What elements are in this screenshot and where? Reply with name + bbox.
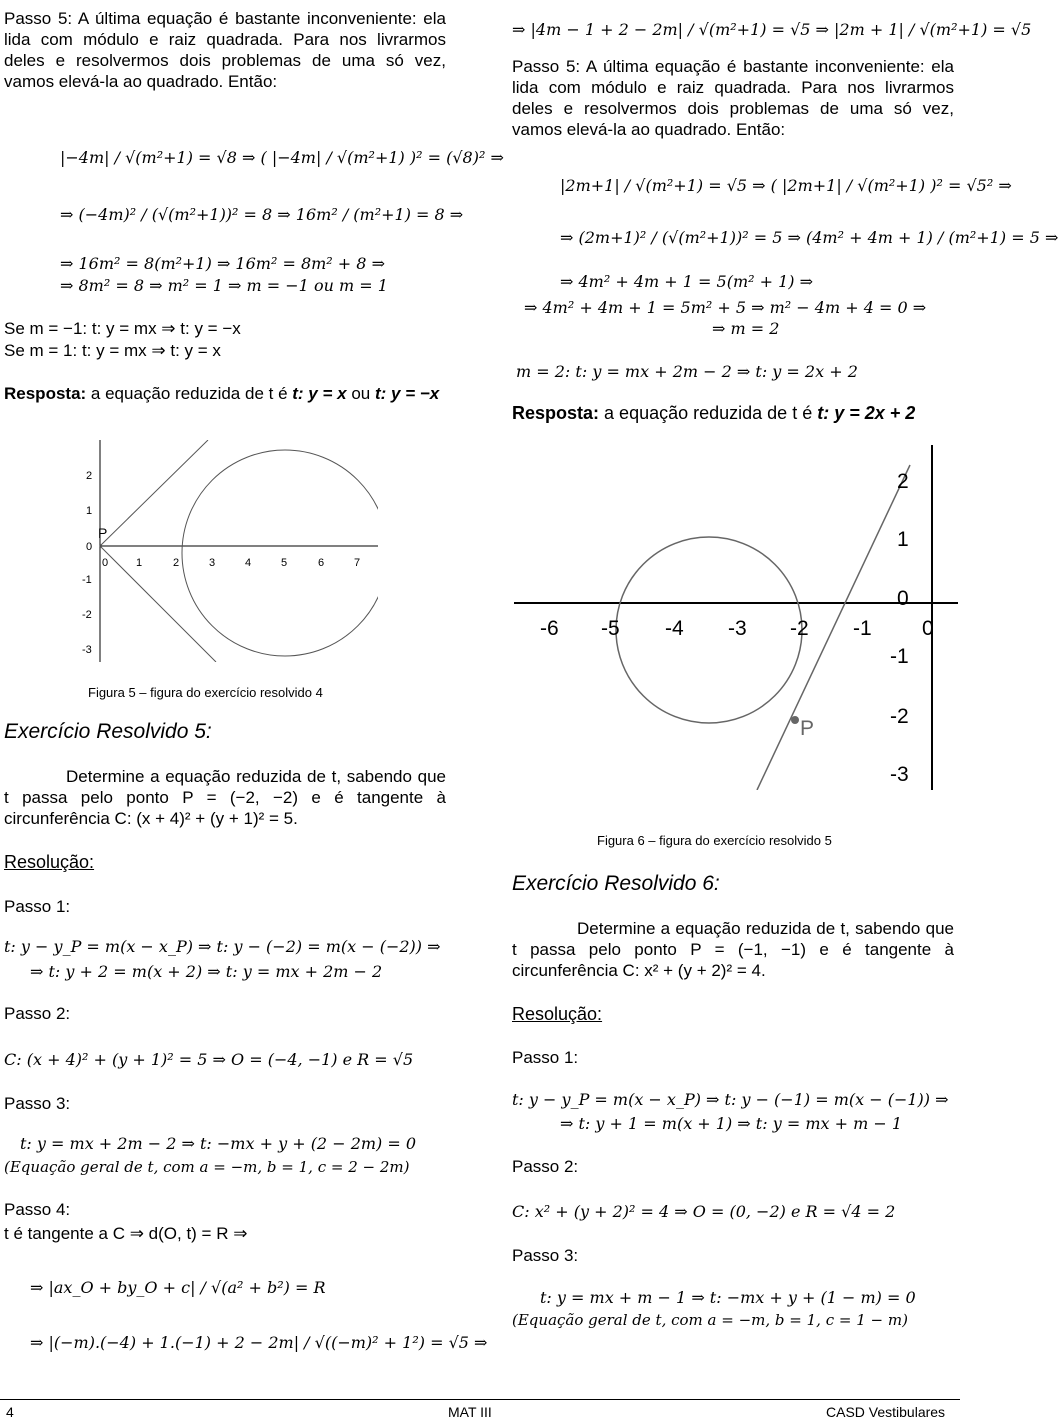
- answer-text: a equação reduzida de t é: [90, 384, 288, 403]
- equation-line: ⇒ |(−m).(−4) + 1.(−1) + 2 − 2m| / √((−m)² + 1²) = √5 ⇒: [30, 1333, 488, 1352]
- equation-line: |−4m| / √(m²+1) = √8 ⇒ ( |−4m| / √(m²+1) )² = (√8)² ⇒: [60, 148, 504, 167]
- equation-line: t: y − y_P = m(x − x_P) ⇒ t: y − (−1) = m(x − (−1)) ⇒: [512, 1090, 949, 1109]
- step5-intro: Passo 5: A última equação é bastante inconveniente: ela lida com módulo e raiz quadrada. Para nos livrarmos deles e resolvermos dois problemas de uma só vez, vamos elevá-la ao quadrado. Então:: [512, 57, 954, 139]
- case-m-minus1: Se m = −1: t: y = mx ⇒ t: y = −x: [4, 319, 241, 338]
- equation-line: ⇒ t: y + 1 = m(x + 1) ⇒ t: y = mx + m − 1: [560, 1114, 903, 1133]
- footer-rule: [0, 1399, 960, 1400]
- answer-label: Resposta:: [4, 384, 87, 403]
- equation-line: ⇒ |ax_O + by_O + c| / √(a² + b²) = R: [30, 1278, 326, 1297]
- exercise-6-title: Exercício Resolvido 6:: [512, 872, 720, 895]
- answer-4: [4, 383, 446, 404]
- tangent-line: [757, 465, 910, 790]
- exercise-5-title: Exercício Resolvido 5:: [4, 720, 212, 743]
- x-tick: -5: [601, 617, 620, 640]
- equation-line: t: y = mx + m − 1 ⇒ t: −mx + y + (1 − m) = 0: [540, 1288, 916, 1307]
- x-tick: 5: [281, 557, 288, 569]
- figure-6-caption: Figura 6 – figura do exercício resolvido 5: [597, 833, 832, 848]
- x-tick: -6: [540, 617, 559, 640]
- subject-label: MAT III: [448, 1404, 492, 1420]
- tangent-line: [100, 546, 216, 662]
- resolution-heading: Resolução:: [512, 1004, 603, 1024]
- tangent-point: [791, 716, 799, 724]
- figure-6: [510, 445, 958, 790]
- circle: [616, 537, 802, 723]
- y-tick: -3: [82, 644, 92, 656]
- point-label: P: [800, 717, 815, 740]
- y-tick: 0: [897, 587, 909, 610]
- y-tick: -3: [890, 763, 909, 786]
- y-tick: 2: [897, 470, 909, 493]
- y-tick: 0: [86, 541, 93, 553]
- y-tick: -2: [890, 705, 909, 728]
- x-tick: -4: [665, 617, 684, 640]
- y-tick: 1: [897, 528, 909, 551]
- y-tick: -1: [890, 645, 909, 668]
- case-m-1: Se m = 1: t: y = mx ⇒ t: y = x: [4, 341, 221, 360]
- equation-line: |2m+1| / √(m²+1) = √5 ⇒ ( |2m+1| / √(m²+1) )² = √5² ⇒: [560, 176, 1012, 195]
- equation-note: (Equação geral de t, com a = −m, b = 1, c = 2 − 2m): [4, 1158, 410, 1176]
- equation-line: ⇒ 8m² = 8 ⇒ m² = 1 ⇒ m = −1 ou m = 1: [60, 276, 388, 295]
- step-label: Passo 2:: [4, 1004, 71, 1023]
- equation-line: ⇒ 4m² + 4m + 1 = 5m² + 5 ⇒ m² − 4m + 4 = 0 ⇒: [524, 298, 927, 317]
- exercise-6-text: Determine a equação reduzida de t, sabendo que t passa pelo ponto P = (−1, −1) e é tangente à circunferência C: x² + (y + 2)² = 4.: [512, 919, 954, 980]
- equation-line: ⇒ (2m+1)² / (√(m²+1))² = 5 ⇒ (4m² + 4m + 1) / (m²+1) = 5 ⇒: [560, 228, 1058, 247]
- tangent-line: [100, 440, 208, 546]
- equation-line: m = 2: t: y = mx + 2m − 2 ⇒ t: y = 2x + 2: [516, 362, 858, 381]
- x-tick: 6: [318, 557, 325, 569]
- brand-label: CASD Vestibulares: [826, 1404, 946, 1420]
- x-tick: -1: [853, 617, 872, 640]
- x-tick: -2: [790, 617, 809, 640]
- step-label: Passo 3:: [4, 1094, 71, 1113]
- step-text: t é tangente a C ⇒ d(O, t) = R ⇒: [4, 1224, 248, 1243]
- answer-or: ou: [351, 384, 371, 403]
- y-tick: -2: [82, 609, 92, 621]
- y-tick: 2: [86, 470, 93, 482]
- step-label: Passo 1:: [512, 1048, 579, 1067]
- resolution-heading: Resolução:: [4, 852, 95, 872]
- equation-note: (Equação geral de t, com a = −m, b = 1, c = 1 − m): [512, 1311, 908, 1329]
- equation-line: C: x² + (y + 2)² = 4 ⇒ O = (0, −2) e R = √4 = 2: [512, 1202, 896, 1221]
- answer-5: [512, 403, 954, 424]
- y-tick: -1: [82, 574, 92, 586]
- equation-line: ⇒ t: y + 2 = m(x + 2) ⇒ t: y = mx + 2m − 2: [30, 962, 383, 981]
- exercise-5-text: Determine a equação reduzida de t, sabendo que t passa pelo ponto P = (−2, −2) e é tangente à circunferência C: (x + 4)² + (y + 1)² = 5.: [4, 767, 446, 828]
- step-label: Passo 4:: [4, 1200, 71, 1219]
- equation-line: ⇒ |4m − 1 + 2 − 2m| / √(m²+1) = √5 ⇒ |2m + 1| / √(m²+1) = √5: [512, 20, 1032, 39]
- equation-line: C: (x + 4)² + (y + 1)² = 5 ⇒ O = (−4, −1) e R = √5: [4, 1050, 414, 1069]
- answer-label: Resposta:: [512, 403, 600, 423]
- circle: [182, 450, 388, 656]
- x-tick: 2: [173, 557, 180, 569]
- x-tick: 1: [136, 557, 143, 569]
- y-tick: 1: [86, 505, 93, 517]
- answer-text: a equação reduzida de t é: [604, 403, 813, 423]
- equation-line: ⇒ 16m² = 8(m²+1) ⇒ 16m² = 8m² + 8 ⇒: [60, 254, 385, 273]
- equation-line: ⇒ m = 2: [712, 319, 780, 338]
- figure-5-caption: Figura 5 – figura do exercício resolvido 4: [88, 685, 323, 700]
- answer-eq: t: y = 2x + 2: [817, 403, 916, 423]
- figure-5: [78, 440, 378, 662]
- x-tick: 3: [209, 557, 216, 569]
- x-tick: -3: [728, 617, 747, 640]
- step5-intro: Passo 5: A última equação é bastante inconveniente: ela lida com módulo e raiz quadrada. Para nos livrarmos deles e resolvermos dois problemas de uma só vez, vamos elevá-la ao quadrado. Então:: [4, 9, 446, 91]
- page-number: 4: [6, 1404, 14, 1420]
- step-label: Passo 3:: [512, 1246, 579, 1265]
- x-tick: 7: [354, 557, 361, 569]
- equation-line: ⇒ 4m² + 4m + 1 = 5(m² + 1) ⇒: [560, 272, 814, 291]
- step-label: Passo 1:: [4, 897, 71, 916]
- x-tick: 0: [102, 557, 109, 569]
- x-tick: 4: [245, 557, 252, 569]
- point-label: P: [98, 525, 108, 541]
- answer-eq: t: y = −x: [375, 384, 440, 403]
- x-tick: 0: [922, 617, 934, 640]
- answer-eq: t: y = x: [292, 384, 347, 403]
- equation-line: t: y − y_P = m(x − x_P) ⇒ t: y − (−2) = m(x − (−2)) ⇒: [4, 937, 441, 956]
- step-label: Passo 2:: [512, 1157, 579, 1176]
- equation-line: t: y = mx + 2m − 2 ⇒ t: −mx + y + (2 − 2m) = 0: [20, 1134, 417, 1153]
- equation-line: ⇒ (−4m)² / (√(m²+1))² = 8 ⇒ 16m² / (m²+1) = 8 ⇒: [60, 205, 464, 224]
